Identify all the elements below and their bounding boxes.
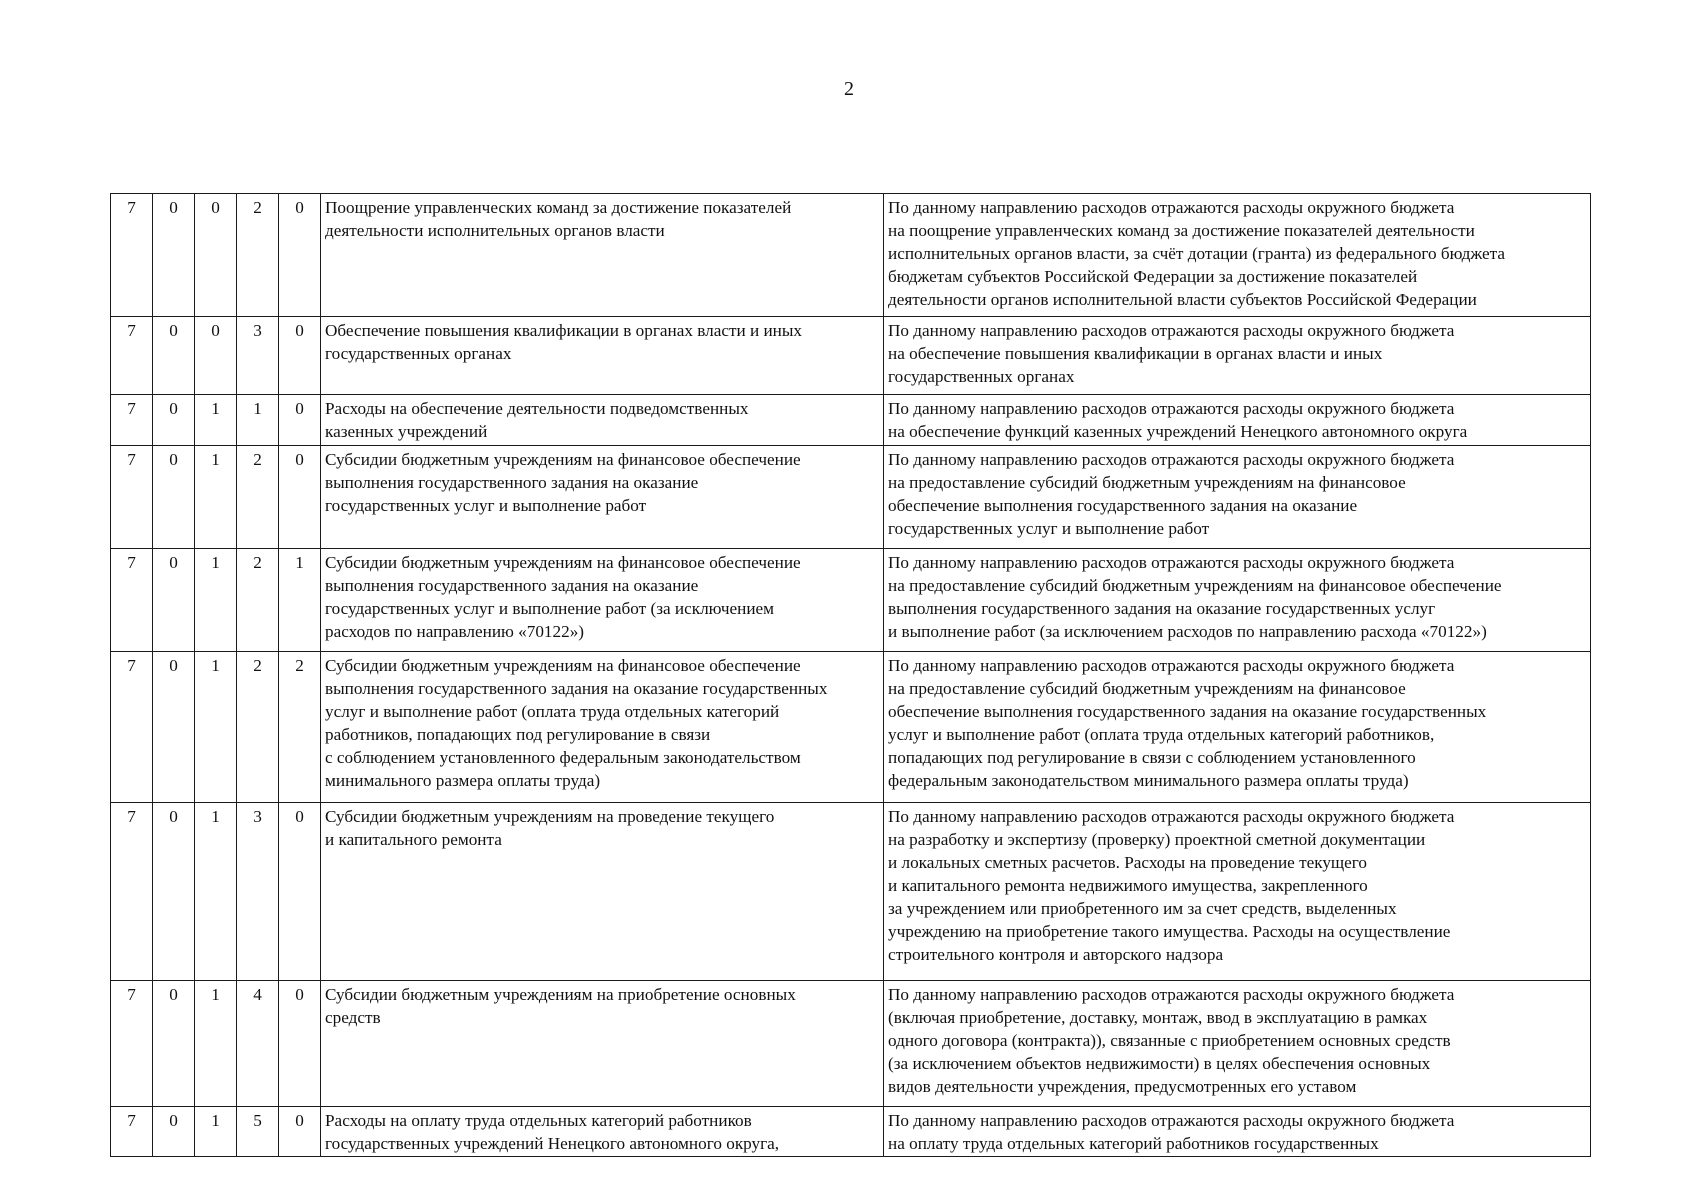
- direction-name-cell: [321, 549, 884, 652]
- text-line: и капитального ремонта: [325, 830, 502, 849]
- direction-name-cell: [321, 317, 884, 395]
- text-line: государственных органах: [888, 367, 1075, 386]
- code-digit-cell: 0: [279, 803, 321, 981]
- code-digit-cell: 1: [195, 446, 237, 549]
- text-line: государственных услуг и выполнение работ: [325, 496, 647, 515]
- direction-description-cell: [884, 803, 1591, 981]
- table-row: [111, 194, 1591, 317]
- text-line: государственных услуг и выполнение работ: [888, 519, 1210, 538]
- text-line: услуг и выполнение работ (оплата труда отдельных категорий: [325, 702, 780, 721]
- text-line: на оплату труда отдельных категорий работников государственных: [888, 1134, 1379, 1153]
- code-digit-cell: 0: [279, 1107, 321, 1157]
- text-line: услуг и выполнение работ (оплата труда отдельных категорий работников,: [888, 725, 1435, 744]
- code-digit-cell: 0: [153, 194, 195, 317]
- expenditure-directions-table: [110, 193, 1591, 1157]
- text-line: выполнения государственного задания на оказание: [325, 473, 699, 492]
- code-digit-cell: 0: [153, 446, 195, 549]
- code-digit-cell: 0: [195, 194, 237, 317]
- text-line: государственных услуг и выполнение работ (за исключением: [325, 599, 775, 618]
- direction-description-cell: [884, 446, 1591, 549]
- direction-name-cell: [321, 981, 884, 1107]
- code-digit-cell: 7: [111, 652, 153, 803]
- text-line: Субсидии бюджетным учреждениям на финансовое обеспечение: [325, 656, 801, 675]
- text-line: (включая приобретение, доставку, монтаж, ввод в эксплуатацию в рамках: [888, 1008, 1428, 1027]
- code-digit-cell: 0: [195, 317, 237, 395]
- text-line: государственных органах: [325, 344, 512, 363]
- code-digit-cell: 7: [111, 446, 153, 549]
- text-line: строительного контроля и авторского надзора: [888, 945, 1224, 964]
- code-digit-cell: 5: [237, 1107, 279, 1157]
- text-line: и выполнение работ (за исключением расходов по направлению расхода «70122»): [888, 622, 1487, 641]
- code-digit-cell: 0: [279, 446, 321, 549]
- direction-description-cell: [884, 395, 1591, 446]
- code-digit-cell: 2: [237, 446, 279, 549]
- table-row: [111, 395, 1591, 446]
- code-digit-cell: 0: [153, 395, 195, 446]
- text-line: По данному направлению расходов отражаются расходы окружного бюджета: [888, 321, 1455, 340]
- text-line: (за исключением объектов недвижимости) в целях обеспечения основных: [888, 1054, 1431, 1073]
- text-line: По данному направлению расходов отражаются расходы окружного бюджета: [888, 450, 1455, 469]
- code-digit-cell: 1: [279, 549, 321, 652]
- text-line: Поощрение управленческих команд за достижение показателей: [325, 198, 792, 217]
- code-digit-cell: 0: [153, 652, 195, 803]
- text-line: учреждению на приобретение такого имущества. Расходы на осуществление: [888, 922, 1451, 941]
- code-digit-cell: 0: [153, 549, 195, 652]
- code-digit-cell: 7: [111, 803, 153, 981]
- table-row: [111, 317, 1591, 395]
- text-line: выполнения государственного задания на оказание: [325, 576, 699, 595]
- text-line: Субсидии бюджетным учреждениям на проведение текущего: [325, 807, 775, 826]
- code-digit-cell: 1: [195, 981, 237, 1107]
- direction-description-cell: [884, 652, 1591, 803]
- code-digit-cell: 1: [237, 395, 279, 446]
- code-digit-cell: 0: [279, 194, 321, 317]
- text-line: выполнения государственного задания на оказание государственных: [325, 679, 828, 698]
- text-line: По данному направлению расходов отражаются расходы окружного бюджета: [888, 399, 1455, 418]
- table-row: [111, 981, 1591, 1107]
- code-digit-cell: 0: [153, 981, 195, 1107]
- text-line: минимального размера оплаты труда): [325, 771, 601, 790]
- code-digit-cell: 1: [195, 549, 237, 652]
- text-line: Расходы на оплату труда отдельных категорий работников: [325, 1111, 752, 1130]
- table-row: [111, 1107, 1591, 1157]
- table-row: [111, 446, 1591, 549]
- text-line: Субсидии бюджетным учреждениям на приобретение основных: [325, 985, 796, 1004]
- code-digit-cell: 7: [111, 549, 153, 652]
- text-line: работников, попадающих под регулирование в связи: [325, 725, 711, 744]
- code-digit-cell: 1: [195, 395, 237, 446]
- code-digit-cell: 7: [111, 1107, 153, 1157]
- direction-name-cell: [321, 194, 884, 317]
- direction-name-cell: [321, 803, 884, 981]
- text-line: федеральным законодательством минимального размера оплаты труда): [888, 771, 1409, 790]
- code-digit-cell: 7: [111, 981, 153, 1107]
- code-digit-cell: 7: [111, 194, 153, 317]
- text-line: на обеспечение повышения квалификации в органах власти и иных: [888, 344, 1383, 363]
- direction-name-cell: [321, 395, 884, 446]
- text-line: расходов по направлению «70122»): [325, 622, 585, 641]
- text-line: По данному направлению расходов отражаются расходы окружного бюджета: [888, 656, 1455, 675]
- direction-description-cell: [884, 1107, 1591, 1157]
- text-line: выполнения государственного задания на оказание государственных услуг: [888, 599, 1436, 618]
- direction-description-cell: [884, 549, 1591, 652]
- table-row: [111, 652, 1591, 803]
- text-line: По данному направлению расходов отражаются расходы окружного бюджета: [888, 985, 1455, 1004]
- text-line: на разработку и экспертизу (проверку) проектной сметной документации: [888, 830, 1426, 849]
- code-digit-cell: 1: [195, 652, 237, 803]
- code-digit-cell: 3: [237, 317, 279, 395]
- text-line: на предоставление субсидий бюджетным учреждениям на финансовое: [888, 473, 1406, 492]
- code-digit-cell: 7: [111, 395, 153, 446]
- text-line: Субсидии бюджетным учреждениям на финансовое обеспечение: [325, 450, 801, 469]
- code-digit-cell: 2: [237, 652, 279, 803]
- text-line: По данному направлению расходов отражаются расходы окружного бюджета: [888, 807, 1455, 826]
- text-line: деятельности органов исполнительной власти субъектов Российской Федерации: [888, 290, 1477, 309]
- code-digit-cell: 2: [237, 194, 279, 317]
- code-digit-cell: 2: [279, 652, 321, 803]
- text-line: деятельности исполнительных органов власти: [325, 221, 665, 240]
- direction-description-cell: [884, 981, 1591, 1107]
- text-line: и капитального ремонта недвижимого имущества, закрепленного: [888, 876, 1368, 895]
- code-digit-cell: 3: [237, 803, 279, 981]
- text-line: на предоставление субсидий бюджетным учреждениям на финансовое обеспечение: [888, 576, 1502, 595]
- text-line: на обеспечение функций казенных учреждений Ненецкого автономного округа: [888, 422, 1468, 441]
- code-digit-cell: 0: [279, 395, 321, 446]
- code-digit-cell: 0: [153, 803, 195, 981]
- text-line: на поощрение управленческих команд за достижение показателей деятельности: [888, 221, 1475, 240]
- direction-name-cell: [321, 652, 884, 803]
- code-digit-cell: 4: [237, 981, 279, 1107]
- text-line: По данному направлению расходов отражаются расходы окружного бюджета: [888, 198, 1455, 217]
- text-line: государственных учреждений Ненецкого автономного округа,: [325, 1134, 780, 1153]
- text-line: Обеспечение повышения квалификации в органах власти и иных: [325, 321, 803, 340]
- code-digit-cell: 1: [195, 803, 237, 981]
- direction-name-cell: [321, 446, 884, 549]
- text-line: По данному направлению расходов отражаются расходы окружного бюджета: [888, 553, 1455, 572]
- text-line: видов деятельности учреждения, предусмотренных его уставом: [888, 1077, 1357, 1096]
- text-line: казенных учреждений: [325, 422, 488, 441]
- text-line: обеспечение выполнения государственного задания на оказание государственных: [888, 702, 1487, 721]
- text-line: с соблюдением установленного федеральным законодательством: [325, 748, 801, 767]
- text-line: Расходы на обеспечение деятельности подведомственных: [325, 399, 749, 418]
- code-digit-cell: 0: [153, 1107, 195, 1157]
- text-line: бюджетам субъектов Российской Федерации за достижение показателей: [888, 267, 1418, 286]
- direction-description-cell: [884, 194, 1591, 317]
- code-digit-cell: 0: [153, 317, 195, 395]
- table-row: [111, 803, 1591, 981]
- page-number: 2: [844, 78, 854, 100]
- text-line: на предоставление субсидий бюджетным учреждениям на финансовое: [888, 679, 1406, 698]
- text-line: Субсидии бюджетным учреждениям на финансовое обеспечение: [325, 553, 801, 572]
- text-line: обеспечение выполнения государственного задания на оказание: [888, 496, 1358, 515]
- direction-name-cell: [321, 1107, 884, 1157]
- text-line: исполнительных органов власти, за счёт дотации (гранта) из федерального бюджета: [888, 244, 1506, 263]
- text-line: за учреждением или приобретенного им за счет средств, выделенных: [888, 899, 1397, 918]
- table-row: [111, 549, 1591, 652]
- code-digit-cell: 7: [111, 317, 153, 395]
- code-digit-cell: 0: [279, 981, 321, 1107]
- direction-description-cell: [884, 317, 1591, 395]
- code-digit-cell: 1: [195, 1107, 237, 1157]
- code-digit-cell: 2: [237, 549, 279, 652]
- text-line: попадающих под регулирование в связи с соблюдением установленного: [888, 748, 1416, 767]
- text-line: По данному направлению расходов отражаются расходы окружного бюджета: [888, 1111, 1455, 1130]
- text-line: одного договора (контракта)), связанные с приобретением основных средств: [888, 1031, 1451, 1050]
- text-line: и локальных сметных расчетов. Расходы на проведение текущего: [888, 853, 1367, 872]
- code-digit-cell: 0: [279, 317, 321, 395]
- text-line: средств: [325, 1008, 381, 1027]
